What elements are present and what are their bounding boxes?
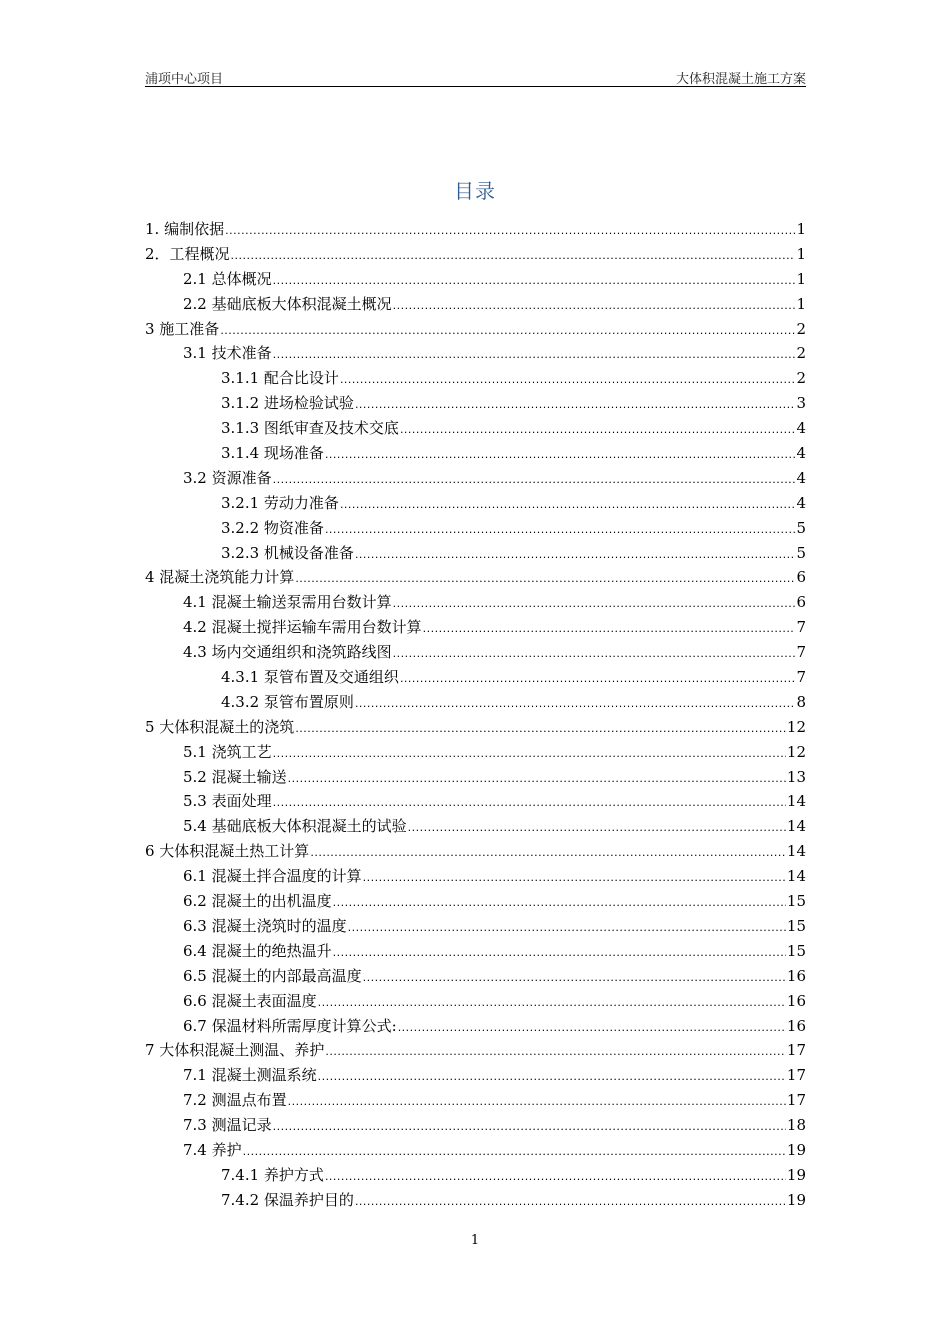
toc-entry-page: 14 [786, 867, 806, 886]
toc-entry-text: 7.1 混凝土测温系统 [183, 1066, 317, 1085]
toc-entry-page: 5 [796, 543, 806, 562]
toc-dot-leader [225, 219, 795, 242]
toc-dot-leader [355, 692, 796, 715]
toc-dot-leader [288, 767, 786, 790]
toc-entry-page: 15 [786, 941, 806, 960]
toc-entry[interactable] [145, 242, 806, 267]
toc-entry-page: 7 [796, 643, 806, 662]
toc-entry-text: 3.2 资源准备 [183, 468, 272, 487]
toc-entry[interactable] [145, 565, 806, 590]
toc-dot-leader [355, 543, 796, 566]
toc-entry-text: 4.1 混凝土输送泵需用台数计算 [183, 593, 392, 612]
toc-dot-leader [231, 244, 796, 267]
toc-entry-page: 1 [796, 269, 806, 288]
toc-dot-leader [393, 642, 796, 665]
toc-entry[interactable] [145, 267, 806, 292]
toc-dot-leader [348, 916, 786, 939]
toc-entry-text: 6.5 混凝土的内部最高温度 [183, 966, 362, 985]
toc-dot-leader [243, 1140, 786, 1163]
toc-dot-leader [325, 518, 796, 541]
toc-entry[interactable] [145, 541, 806, 566]
toc-entry-text: 7.3 测温记录 [183, 1116, 272, 1135]
toc-entry[interactable] [145, 466, 806, 491]
toc-entry[interactable] [145, 1188, 806, 1213]
toc-entry[interactable] [145, 317, 806, 342]
toc-entry-text: 5.4 基础底板大体积混凝土的试验 [183, 817, 407, 836]
toc-entry-text: 5.1 浇筑工艺 [183, 742, 272, 761]
toc-entry-page: 17 [786, 1091, 806, 1110]
toc-entry-text: 4.2 混凝土搅拌运输车需用台数计算 [183, 618, 422, 637]
toc-entry-text: 6 大体积混凝土热工计算 [145, 842, 310, 861]
toc-entry-page: 4 [796, 493, 806, 512]
toc-dot-leader [363, 966, 786, 989]
toc-entry-page: 17 [786, 1041, 806, 1060]
page-header [145, 66, 806, 87]
toc-dot-leader [310, 841, 786, 864]
toc-entry-text: 4.3 场内交通组织和浇筑路线图 [183, 643, 392, 662]
toc-entry[interactable] [145, 640, 806, 665]
toc-entry[interactable] [145, 391, 806, 416]
toc-entry[interactable] [145, 939, 806, 964]
toc-dot-leader [423, 617, 796, 640]
toc-entry[interactable] [145, 740, 806, 765]
toc-entry[interactable] [145, 1063, 806, 1088]
toc-dot-leader [273, 269, 796, 292]
toc-entry-page: 19 [786, 1140, 806, 1159]
toc-entry-text: 7.4.1 养护方式 [221, 1165, 324, 1184]
toc-dot-leader [288, 1090, 786, 1113]
toc-dot-leader [325, 1040, 786, 1063]
toc-dot-leader [295, 717, 786, 740]
toc-entry-text: 6.4 混凝土的绝热温升 [183, 941, 332, 960]
toc-dot-leader [393, 294, 796, 317]
toc-entry[interactable] [145, 1088, 806, 1113]
toc-title: 目录 [454, 179, 496, 203]
toc-entry-page: 19 [786, 1190, 806, 1209]
toc-dot-leader [363, 866, 786, 889]
toc-entry[interactable] [145, 1113, 806, 1138]
toc-entry-text: 3.1 技术准备 [183, 344, 272, 363]
toc-dot-leader [408, 816, 786, 839]
toc-entry-text: 6.7 保温材料所需厚度计算公式: [183, 1016, 397, 1035]
toc-entry[interactable] [145, 516, 806, 541]
toc-dot-leader [220, 319, 795, 342]
toc-entry-text: 2．工程概况 [145, 244, 230, 263]
toc-dot-leader [333, 891, 786, 914]
toc-entry[interactable] [145, 292, 806, 317]
toc-entry-text: 4.3.1 泵管布置及交通组织 [221, 668, 399, 687]
toc-entry-page: 12 [786, 717, 806, 736]
toc-entry[interactable] [145, 615, 806, 640]
toc-dot-leader [273, 468, 796, 491]
toc-entry[interactable] [145, 715, 806, 740]
toc-dot-leader [273, 791, 786, 814]
toc-entry-text: 7.4.2 保温养护目的 [221, 1190, 354, 1209]
toc-entry[interactable] [145, 366, 806, 391]
toc-dot-leader [325, 1165, 786, 1188]
toc-entry[interactable] [145, 491, 806, 516]
toc-entry-text: 4 混凝土浇筑能力计算 [145, 568, 295, 587]
toc-entry-page: 14 [786, 817, 806, 836]
toc-dot-leader [318, 1065, 786, 1088]
toc-entry-text: 5.2 混凝土输送 [183, 767, 287, 786]
toc-entry-page: 4 [796, 468, 806, 487]
toc-entry-page: 1 [796, 220, 806, 238]
toc-entry-page: 6 [796, 593, 806, 612]
toc-entry-page: 3 [796, 394, 806, 413]
toc-entry-text: 3 施工准备 [145, 319, 220, 338]
toc-entry-text: 7 大体积混凝土测温、养护 [145, 1041, 325, 1060]
toc-dot-leader [273, 343, 796, 366]
toc-dot-leader [393, 592, 796, 615]
toc-dot-leader [340, 493, 796, 516]
toc-entry-text: 6.1 混凝土拌合温度的计算 [183, 867, 362, 886]
toc-entry-text: 1. 编制依据 [145, 220, 225, 238]
toc-entry-page: 12 [786, 742, 806, 761]
toc-entry[interactable] [145, 590, 806, 615]
toc-entry-page: 19 [786, 1165, 806, 1184]
toc-dot-leader [400, 418, 796, 441]
toc-dot-leader [355, 1190, 786, 1213]
toc-entry-page: 18 [786, 1116, 806, 1135]
toc-entry-text: 5 大体积混凝土的浇筑 [145, 717, 295, 736]
toc-entry[interactable] [145, 814, 806, 839]
toc-dot-leader [273, 1115, 786, 1138]
toc-entry-text: 3.1.2 进场检验试验 [221, 394, 354, 413]
toc-entry-text: 3.2.1 劳动力准备 [221, 493, 339, 512]
toc-entry-page: 4 [796, 444, 806, 463]
toc-entry-page: 1 [796, 244, 806, 263]
toc-entry[interactable] [145, 765, 806, 790]
toc-dot-leader [325, 443, 796, 466]
toc-entry[interactable] [145, 864, 806, 889]
toc-entry-page: 2 [796, 344, 806, 363]
toc-entry-text: 6.2 混凝土的出机温度 [183, 892, 332, 911]
toc-entry-text: 6.6 混凝土表面温度 [183, 991, 317, 1010]
toc-dot-leader [273, 742, 786, 765]
toc-entry[interactable] [145, 889, 806, 914]
toc-entry-text: 3.1.4 现场准备 [221, 444, 324, 463]
toc-entry-page: 7 [796, 618, 806, 637]
toc-entry-text: 4.3.2 泵管布置原则 [221, 692, 354, 711]
toc-entry[interactable] [145, 1038, 806, 1063]
toc-entry-text: 2.1 总体概况 [183, 269, 272, 288]
toc-entry-text: 3.1.1 配合比设计 [221, 369, 339, 388]
toc-entry-text: 2.2 基础底板大体积混凝土概况 [183, 294, 392, 313]
toc-entry[interactable] [145, 789, 806, 814]
toc-entry[interactable] [145, 341, 806, 366]
toc-entry-page: 15 [786, 916, 806, 935]
toc-dot-leader [340, 368, 796, 391]
toc-entry-text: 3.1.3 图纸审查及技术交底 [221, 419, 399, 438]
toc-entry-page: 1 [796, 294, 806, 313]
toc-entry-text: 5.3 表面处理 [183, 792, 272, 811]
toc-dot-leader [400, 667, 796, 690]
toc-dot-leader [333, 941, 786, 964]
toc-entry-page: 16 [786, 1016, 806, 1035]
toc-entry[interactable] [145, 441, 806, 466]
toc-entry-page: 17 [786, 1066, 806, 1085]
toc-entry-page: 5 [796, 518, 806, 537]
toc-entry[interactable] [145, 1163, 806, 1188]
toc-entry[interactable] [145, 416, 806, 441]
toc-entry-page: 16 [786, 966, 806, 985]
toc-entry-page: 14 [786, 792, 806, 811]
table-of-contents [145, 217, 806, 1213]
toc-entry-text: 3.2.2 物资准备 [221, 518, 324, 537]
toc-dot-leader [295, 567, 795, 590]
toc-entry[interactable] [145, 839, 806, 864]
header-project-name: 浦项中心项目 [145, 72, 224, 87]
toc-entry-page: 13 [786, 767, 806, 786]
toc-entry[interactable] [145, 690, 806, 715]
toc-entry[interactable] [145, 964, 806, 989]
toc-entry-page: 14 [786, 842, 806, 861]
toc-entry-text: 3.2.3 机械设备准备 [221, 543, 354, 562]
toc-dot-leader [355, 393, 796, 416]
toc-entry-text: 7.2 测温点布置 [183, 1091, 287, 1110]
toc-entry[interactable] [145, 1014, 806, 1039]
toc-entry[interactable] [145, 989, 806, 1014]
toc-entry[interactable] [145, 665, 806, 690]
toc-entry-page: 4 [796, 419, 806, 438]
toc-entry-page: 7 [796, 668, 806, 687]
toc-entry-page: 6 [796, 568, 806, 587]
toc-entry-page: 2 [796, 369, 806, 388]
toc-entry[interactable] [145, 217, 806, 242]
toc-entry-page: 16 [786, 991, 806, 1010]
toc-entry-text: 6.3 混凝土浇筑时的温度 [183, 916, 347, 935]
toc-entry[interactable] [145, 1138, 806, 1163]
toc-entry-text: 7.4 养护 [183, 1140, 242, 1159]
toc-dot-leader [318, 991, 786, 1014]
header-document-title: 大体积混凝土施工方案 [675, 72, 806, 87]
toc-entry-page: 2 [796, 319, 806, 338]
toc-entry[interactable] [145, 914, 806, 939]
toc-entry-page: 15 [786, 892, 806, 911]
toc-entry-page: 8 [796, 692, 806, 711]
page-number: 1 [470, 1233, 480, 1248]
toc-dot-leader [398, 1016, 786, 1039]
